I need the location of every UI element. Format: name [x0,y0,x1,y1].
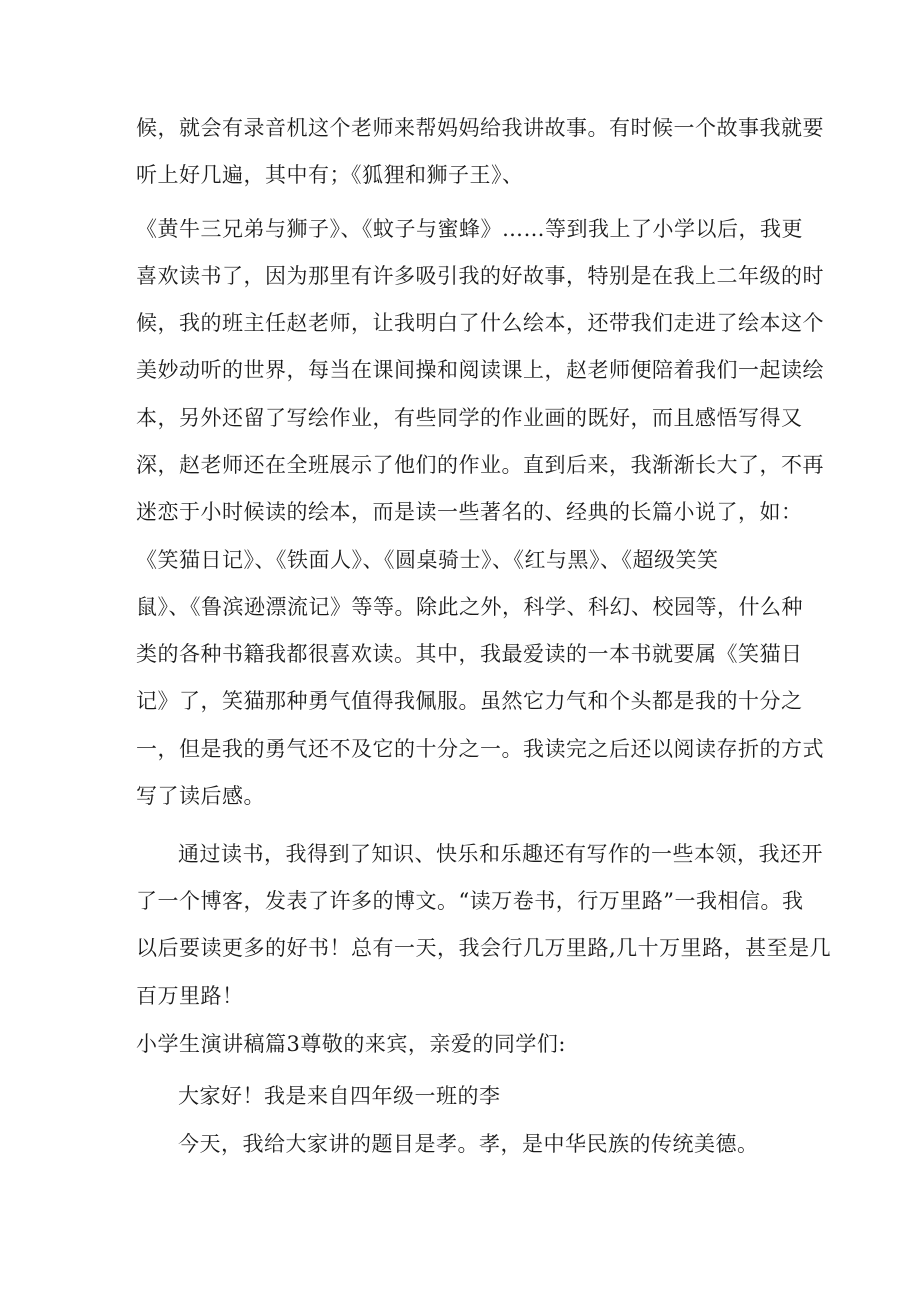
text-line-15: 写了读后感。 [136,784,265,808]
text-line-4: 喜欢读书了，因为那里有许多吸引我的好故事，特别是在我上二年级的时 [136,264,824,288]
greeting-line: 大家好！我是来自四年级一班的李 [178,1084,501,1108]
text-line-3: 《黄牛三兄弟与狮子》、《蚊子与蜜蜂》……等到我上了小学以后，我更 [136,217,803,241]
paragraph-2-line-3: 以后要读更多的好书！总有一天，我会行几万里路,几十万里路，甚至是几 [136,936,832,960]
text-line-8: 深，赵老师还在全班展示了他们的作业。直到后来，我渐渐长大了，不再 [136,453,824,477]
text-line-6: 美妙动听的世界，每当在课间操和阅读课上，赵老师便陪着我们一起读绘 [136,358,824,382]
text-line-13: 记》了，笑猫那种勇气值得我佩服。虽然它力气和个头都是我的十分之 [136,689,803,713]
text-line-2: 听上好几遍，其中有；《狐狸和狮子王》、 [136,163,524,187]
text-line-1: 候，就会有录音机这个老师来帮妈妈给我讲故事。有时候一个故事我就要 [136,116,824,140]
section-heading: 小学生演讲稿篇3尊敬的来宾，亲爱的同学们: [136,1032,566,1056]
paragraph-2-line-2: 了一个博客，发表了许多的博文。“读万卷书，行万里路”一我相信。我 [136,889,804,913]
topic-line: 今天，我给大家讲的题目是孝。孝，是中华民族的传统美德。 [178,1132,759,1156]
text-line-5: 候，我的班主任赵老师，让我明白了什么绘本，还带我们走进了绘本这个 [136,311,824,335]
text-line-11: 鼠》、《鲁滨逊漂流记》等等。除此之外，科学、科幻、校园等，什么种 [136,595,803,619]
text-line-9: 迷恋于小时候读的绘本，而是读一些著名的、经典的长篇小说了，如： [136,500,803,524]
text-line-14: 一，但是我的勇气还不及它的十分之一。我读完之后还以阅读存折的方式 [136,737,824,761]
text-line-7: 本，另外还留了写绘作业，有些同学的作业画的既好，而且感悟写得又 [136,406,803,430]
paragraph-2-line-1: 通过读书，我得到了知识、快乐和乐趣还有写作的一些本领，我还开 [178,842,823,866]
text-line-10: 《笑猫日记》、《铁面人》、《圆桌骑士》、《红与黑》、《超级笑笑 [136,548,719,572]
text-line-12: 类的各种书籍我都很喜欢读。其中，我最爱读的一本书就要属《笑猫日 [136,642,803,666]
paragraph-2-line-4: 百万里路！ [136,984,244,1008]
